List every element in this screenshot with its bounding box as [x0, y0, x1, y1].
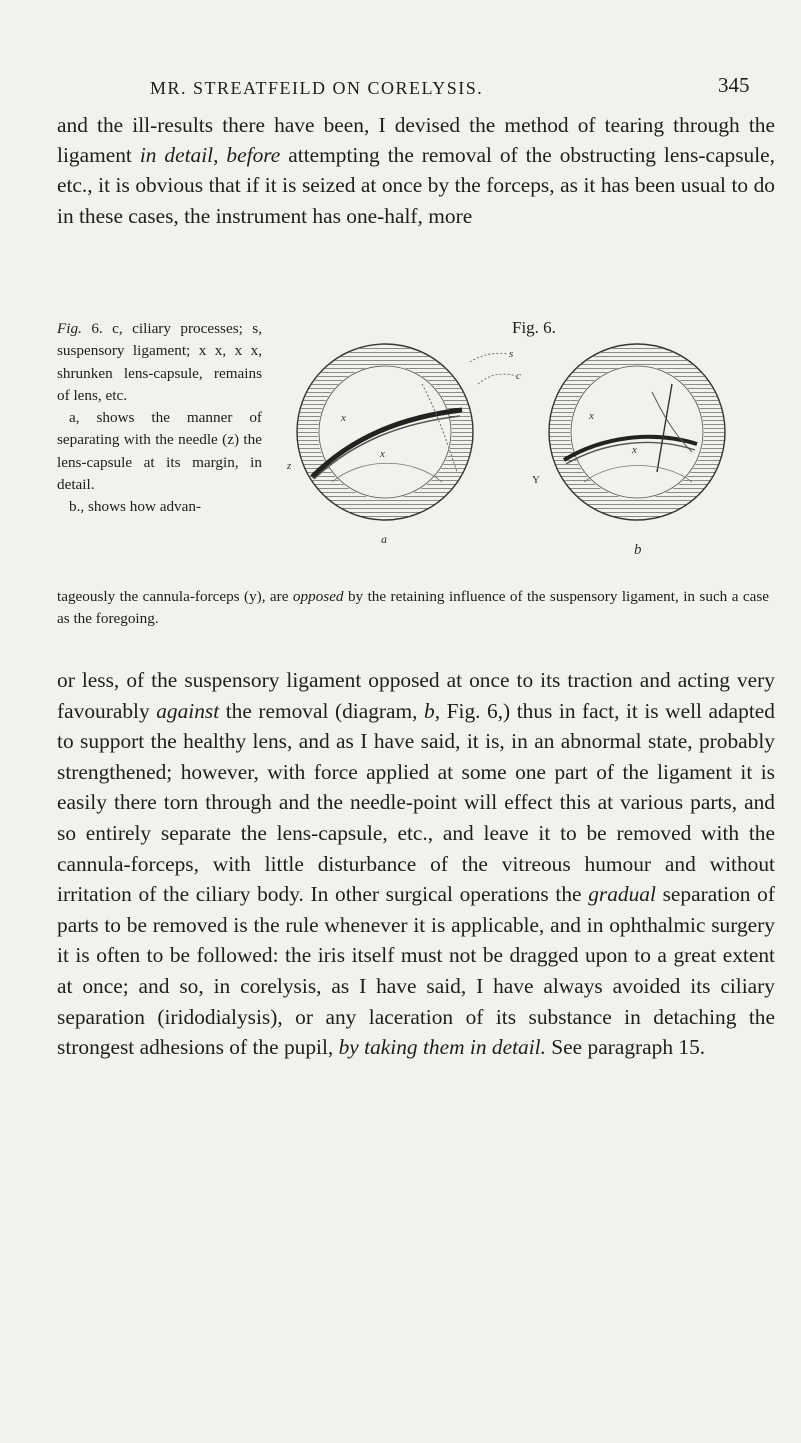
- paragraph-2: [57, 665, 775, 1063]
- label-x-a-lower: x: [380, 448, 385, 460]
- paragraph-1: [57, 110, 775, 231]
- paragraph-2-emphasis-1: against: [156, 698, 220, 723]
- caption-continued-tail: by the retaining influence of the suspensory ligament, in such a case as the foregoing.: [57, 588, 769, 628]
- paragraph-1-text: and the ill-results there have been, I devised the method of tearing through the ligament: [57, 113, 775, 168]
- label-b: b: [634, 542, 642, 558]
- paragraph-1-emphasis: in detail, before: [139, 143, 281, 168]
- diagram-b: [549, 344, 725, 520]
- label-s: s: [509, 348, 514, 360]
- label-a: a: [381, 532, 387, 546]
- caption-heading: Fig.: [57, 320, 82, 337]
- figure-title: Fig. 6.: [512, 318, 556, 337]
- caption-line-1: [57, 318, 262, 407]
- paragraph-1-tail: attempting the removal of the obstructing lens-capsule, etc., it is obvious that if it is seized at once by the forceps, as it has been usual to do in these cases, the instrument has one-half, more: [57, 143, 775, 228]
- paragraph-2-text: or less, of the suspensory ligament opposed at once to its traction and acting very favourably: [57, 668, 775, 723]
- caption-part-1: 6. c, ciliary processes; s, suspensory ligament; x x, x x, shrunken lens-capsule, remains of lens, etc.: [57, 320, 262, 404]
- label-z: z: [287, 460, 292, 472]
- paragraph-2-text-3: Fig. 6,) thus in fact, it is well adapted to support the healthy lens, and as I have said, it is, in an abnormal state, probably strengthened; however, with force applied at some one part of the ligament it is easily there torn through and the needle-point will effect this at various parts, and so entirely separate the lens-capsule, etc., and leave it to be removed with the cannula-forceps, with little disturbance of the vitreous humour and without irritation of the ciliary body. In other surgical operations the: [57, 698, 775, 907]
- paragraph-2-emphasis-2: b,: [424, 698, 441, 723]
- page-number: 345: [718, 73, 750, 97]
- running-head: MR. STREATFEILD ON CORELYSIS.: [150, 78, 484, 98]
- label-x-b-lower: x: [632, 444, 637, 456]
- caption-part-3: b., shows how advan-: [69, 498, 202, 516]
- label-y: Y: [532, 474, 540, 486]
- paragraph-2-text-2: the removal (diagram,: [219, 698, 425, 723]
- caption-part-2: a, shows the manner of separating with the needle (z) the lens-capsule at its margin, in detail.: [57, 409, 262, 494]
- figure-caption-continued: [57, 586, 769, 631]
- paragraph-2-text-4: separation of parts to be removed is the rule whenever it is applicable, and in ophthalmic surgery it is often to be followed: the iris itself must not be dragged upon to a great extent at once; and so, in corelysis, as I have said, I have always avoided its ciliary separation (iridodialysis), or any laceration of its substance in detaching the strongest adhesions of the pupil,: [57, 882, 775, 1060]
- caption-continued-text: tageously the cannula-forceps (y), are: [57, 588, 293, 605]
- label-x-b-upper: x: [589, 410, 594, 422]
- label-c: c: [516, 370, 521, 382]
- caption-continued-emphasis: opposed: [292, 588, 344, 605]
- figure-caption: [57, 318, 262, 519]
- paragraph-2-emphasis-3: gradual: [588, 882, 656, 907]
- label-x-a-upper: x: [341, 412, 346, 424]
- paragraph-2-emphasis-4: by taking them in detail.: [338, 1035, 546, 1060]
- paragraph-2-tail: See paragraph 15.: [545, 1035, 706, 1060]
- diagram-a: [297, 344, 473, 520]
